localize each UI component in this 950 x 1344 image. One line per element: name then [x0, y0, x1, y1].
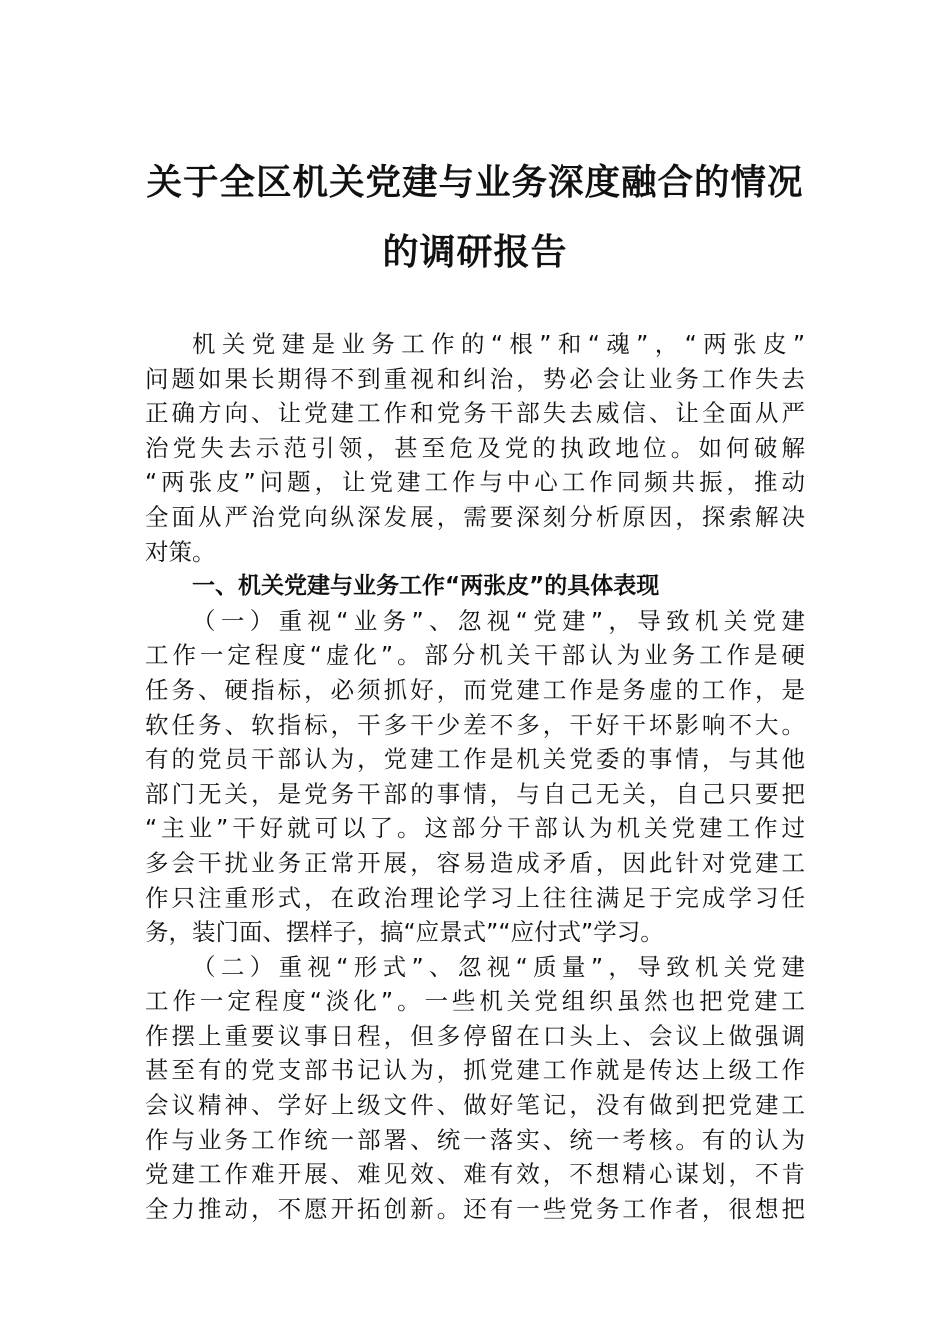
paragraph-line: 作摆上重要议事日程，但多停留在口头上、会议上做强调: [145, 1021, 805, 1050]
paragraph-line: （一）重视“业务”、忽视“党建”，导致机关党建: [192, 606, 805, 635]
paragraph-line: 务，装门面、摆样子，搞“应景式”“应付式”学习。: [145, 918, 664, 947]
paragraph-line: 问题如果长期得不到重视和纠治，势必会让业务工作失去: [145, 364, 805, 393]
document-title-line-2: 的调研报告: [382, 231, 568, 273]
paragraph-line: 甚至有的党支部书记认为，抓党建工作就是传达上级工作: [145, 1056, 805, 1085]
paragraph-line: 有的党员干部认为，党建工作是机关党委的事情，与其他: [145, 745, 805, 774]
paragraph-line: 机关党建是业务工作的“根”和“魂”，“两张皮”: [192, 330, 805, 358]
document-body: [145, 327, 805, 1226]
paragraph-line: 会议精神、学好上级文件、做好笔记，没有做到把党建工: [145, 1091, 805, 1120]
paragraph-line: 作与业务工作统一部署、统一落实、统一考核。有的认为: [145, 1125, 805, 1154]
document-title-line-1: 关于全区机关党建与业务深度融合的情况: [146, 162, 804, 203]
paragraph-line: 正确方向、让党建工作和党务干部失去威信、让全面从严: [145, 399, 805, 428]
paragraph-line: “两张皮”问题，让党建工作与中心工作同频共振，推动: [145, 468, 805, 497]
paragraph-line: 作只注重形式，在政治理论学习上往往满足于完成学习任: [145, 883, 805, 912]
paragraph-line: （二）重视“形式”、忽视“质量”，导致机关党建: [192, 952, 805, 981]
paragraph-line: “主业”干好就可以了。这部分干部认为机关党建工作过: [145, 814, 805, 843]
section-heading: 一、机关党建与业务工作“两张皮”的具体表现: [192, 573, 660, 600]
paragraph-line: 软任务、软指标，干多干少差不多，干好干坏影响不大。: [145, 710, 805, 739]
paragraph-line: 全面从严治党向纵深发展，需要深刻分析原因，探索解决: [145, 502, 805, 531]
paragraph-line: 任务、硬指标，必须抓好，而党建工作是务虚的工作，是: [145, 675, 805, 704]
paragraph-line: 对策。: [145, 537, 216, 566]
paragraph-line: 全力推动，不愿开拓创新。还有一些党务工作者，很想把: [145, 1194, 805, 1223]
paragraph-line: 党建工作难开展、难见效、难有效，不想精心谋划，不肯: [145, 1160, 805, 1189]
paragraph-line: 工作一定程度“虚化”。部分机关干部认为业务工作是硬: [145, 641, 805, 670]
paragraph-line: 工作一定程度“淡化”。一些机关党组织虽然也把党建工: [145, 987, 805, 1016]
paragraph-line: 部门无关，是党务干部的事情，与自己无关，自己只要把: [145, 779, 805, 808]
paragraph-line: 多会干扰业务正常开展，容易造成矛盾，因此针对党建工: [145, 848, 805, 877]
paragraph-line: 治党失去示范引领，甚至危及党的执政地位。如何破解: [145, 433, 805, 462]
